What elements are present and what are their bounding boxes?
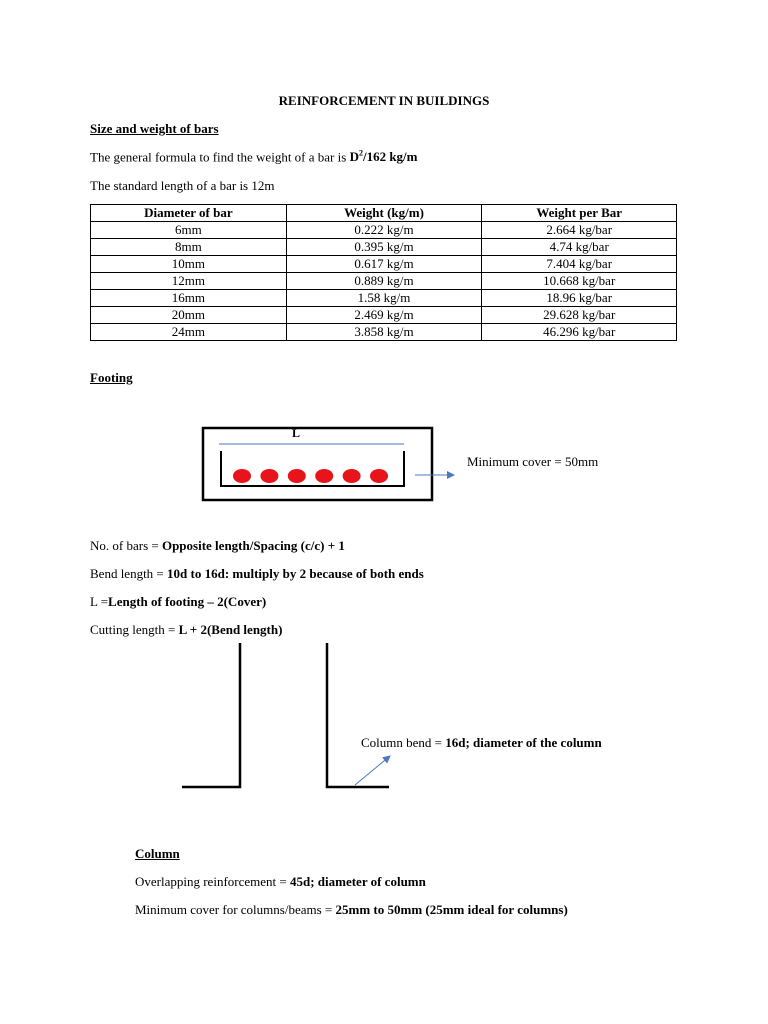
- footing-heading: Footing: [90, 370, 133, 385]
- cell-weight: 2.469 kg/m: [286, 307, 482, 324]
- header-diameter: Diameter of bar: [91, 205, 287, 222]
- standard-length-line: The standard length of a bar is 12m: [90, 178, 275, 193]
- line-value: Opposite length/Spacing (c/c) + 1: [161, 538, 345, 553]
- bend-length-line: [90, 566, 424, 582]
- length-label: L: [292, 426, 301, 440]
- cell-weight: 0.222 kg/m: [286, 222, 482, 239]
- formula-exponent: 2: [358, 149, 363, 158]
- cell-weight-bar: 29.628 kg/bar: [482, 307, 677, 324]
- cell-weight-bar: 4.74 kg/bar: [482, 239, 677, 256]
- cell-weight: 0.889 kg/m: [286, 273, 482, 290]
- cell-weight-bar: 7.404 kg/bar: [482, 256, 677, 273]
- line-label: No. of bars =: [90, 538, 162, 553]
- column-heading: Column: [135, 846, 180, 861]
- minimum-cover-note: Minimum cover = 50mm: [467, 454, 599, 469]
- header-weight-per-m: Weight (kg/m): [286, 205, 482, 222]
- line-label: L =: [90, 594, 109, 609]
- l-formula-line: [90, 594, 266, 610]
- line-value: Length of footing – 2(Cover): [108, 594, 267, 609]
- rebar-section: [288, 469, 306, 483]
- rebar-section: [315, 469, 333, 483]
- column-bend-arrow: [355, 756, 390, 785]
- rebar-section: [343, 469, 361, 483]
- min-cover-line: [135, 902, 568, 918]
- line-value: 10d to 16d: multiply by 2 because of both ends: [167, 566, 424, 581]
- cell-weight: 3.858 kg/m: [286, 324, 482, 341]
- cell-diameter: 6mm: [91, 222, 287, 239]
- header-weight-per-bar: Weight per Bar: [482, 205, 677, 222]
- line-value: 45d; diameter of column: [289, 874, 426, 889]
- cell-weight: 0.395 kg/m: [286, 239, 482, 256]
- line-label: Column bend =: [361, 735, 446, 750]
- line-value: 16d; diameter of the column: [445, 735, 602, 750]
- line-label: Minimum cover for columns/beams =: [135, 902, 336, 917]
- line-label: Overlapping reinforcement =: [135, 874, 290, 889]
- line-label: Bend length =: [90, 566, 168, 581]
- rebar-section: [233, 469, 251, 483]
- cell-diameter: 8mm: [91, 239, 287, 256]
- column-bar-left: [182, 643, 240, 787]
- cell-weight: 1.58 kg/m: [286, 290, 482, 307]
- formula-base: D: [349, 149, 359, 165]
- size-weight-heading: Size and weight of bars: [90, 121, 219, 136]
- overlapping-line: [135, 874, 426, 890]
- bar-dots: [233, 469, 388, 483]
- line-value: 25mm to 50mm (25mm ideal for columns): [335, 902, 568, 917]
- cell-weight: 0.617 kg/m: [286, 256, 482, 273]
- cutting-length-line: [90, 622, 282, 638]
- cell-diameter: 16mm: [91, 290, 287, 307]
- footing-outline: [203, 428, 432, 500]
- column-bar-right: [327, 643, 389, 787]
- cell-weight-bar: 46.296 kg/bar: [482, 324, 677, 341]
- rebar-section: [370, 469, 388, 483]
- cell-weight-bar: 18.96 kg/bar: [482, 290, 677, 307]
- line-label: Cutting length =: [90, 622, 179, 637]
- no-of-bars-line: [90, 538, 345, 554]
- cell-diameter: 12mm: [91, 273, 287, 290]
- rebar-section: [260, 469, 278, 483]
- page-title: REINFORCEMENT IN BUILDINGS: [278, 93, 490, 108]
- line-value: L + 2(Bend length): [178, 622, 283, 637]
- formula-prefix: The general formula to find the weight of a bar is: [90, 149, 350, 165]
- cell-diameter: 24mm: [91, 324, 287, 341]
- cell-diameter: 20mm: [91, 307, 287, 324]
- cell-weight-bar: 10.668 kg/bar: [482, 273, 677, 290]
- cell-diameter: 10mm: [91, 256, 287, 273]
- formula-rest: /162 kg/m: [362, 149, 418, 165]
- cell-weight-bar: 2.664 kg/bar: [482, 222, 677, 239]
- column-bend-note: [361, 735, 602, 751]
